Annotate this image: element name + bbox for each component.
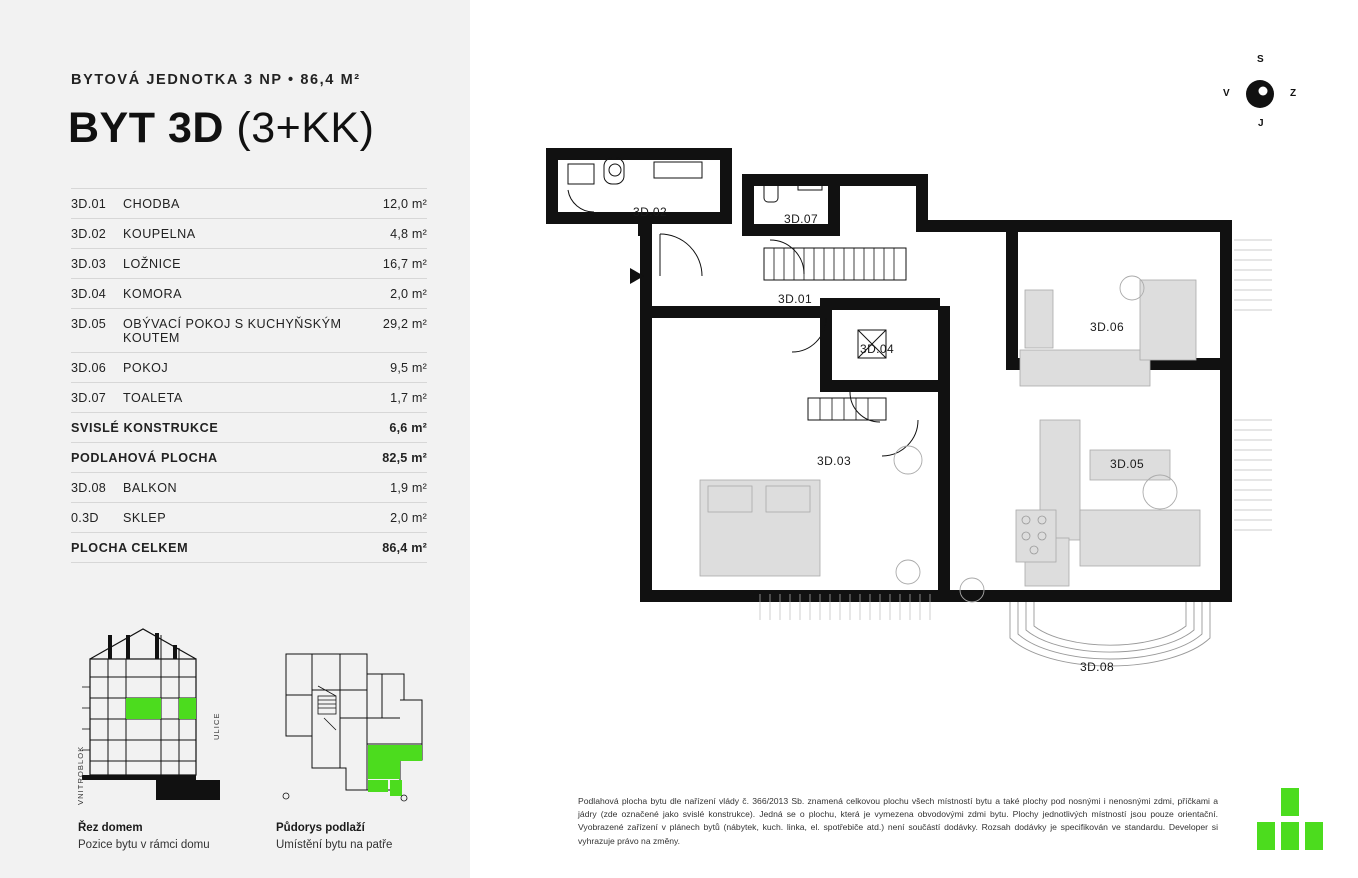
room-area: 29,2 m² — [382, 309, 427, 353]
room-code: 3D.06 — [71, 353, 123, 383]
room-area: 12,0 m² — [382, 189, 427, 219]
plan-room-code: 3D.05 — [1110, 457, 1145, 471]
page-title-main: BYT 3D — [68, 104, 237, 152]
room-label: TOALETA — [123, 383, 382, 413]
label-ulice: ULICE — [212, 712, 221, 740]
room-area: 82,5 m² — [382, 443, 427, 473]
table-row — [71, 353, 427, 383]
table-row — [71, 219, 427, 249]
table-row — [71, 189, 427, 219]
room-area: 2,0 m² — [382, 503, 427, 533]
plan-room-code: 3D.07 — [784, 212, 819, 226]
table-row — [71, 249, 427, 279]
plan-room-code: 3D.04 — [860, 342, 895, 356]
unit-eyebrow: BYTOVÁ JEDNOTKA 3 NP • 86,4 M² — [71, 72, 361, 88]
caption-floor-title: Půdorys podlaží — [276, 822, 365, 834]
table-row — [71, 533, 427, 563]
compass-rose — [1222, 54, 1298, 129]
room-label: LOŽNICE — [123, 249, 382, 279]
page-title — [68, 104, 374, 153]
table-row — [71, 473, 427, 503]
room-area: 1,9 m² — [382, 473, 427, 503]
compass-label-west: V — [1223, 88, 1230, 99]
room-code: 3D.08 — [71, 473, 123, 503]
compass-label-east: Z — [1290, 88, 1297, 99]
room-code: 3D.04 — [71, 279, 123, 309]
section-highlight-unit — [179, 698, 196, 719]
table-row — [71, 503, 427, 533]
apartment-floor-plan — [520, 120, 1300, 700]
room-label: BALKON — [123, 473, 382, 503]
table-row — [71, 279, 427, 309]
room-code: 0.3D — [71, 503, 123, 533]
room-code: 3D.02 — [71, 219, 123, 249]
room-label: KOUPELNA — [123, 219, 382, 249]
compass-label-south: J — [1258, 118, 1264, 129]
compass-label-north: S — [1257, 54, 1264, 65]
caption-section — [78, 820, 210, 854]
caption-section-title: Řez domem — [78, 822, 143, 834]
plan-room-code: 3D.02 — [633, 205, 668, 219]
room-label: KOMORA — [123, 279, 382, 309]
room-area: 1,7 m² — [382, 383, 427, 413]
plan-room-code: 3D.08 — [1080, 660, 1115, 674]
room-area: 2,0 m² — [382, 279, 427, 309]
room-label: OBÝVACÍ POKOJ S KUCHYŇSKÝM KOUTEM — [123, 309, 382, 353]
room-label: CHODBA — [123, 189, 382, 219]
caption-section-sub: Pozice bytu v rámci domu — [78, 839, 210, 851]
brand-logo — [1257, 788, 1323, 850]
table-row — [71, 309, 427, 353]
room-code: 3D.03 — [71, 249, 123, 279]
room-area: 86,4 m² — [382, 533, 427, 563]
label-vnitroblok: VNITROBLOK — [76, 745, 85, 805]
room-area: 4,8 m² — [382, 219, 427, 249]
room-label: SKLEP — [123, 503, 382, 533]
room-code: PLOCHA CELKEM — [71, 533, 382, 563]
room-area: 16,7 m² — [382, 249, 427, 279]
room-area-table — [71, 188, 427, 563]
plan-room-code: 3D.01 — [778, 292, 813, 306]
table-row — [71, 383, 427, 413]
room-code: 3D.07 — [71, 383, 123, 413]
room-area: 9,5 m² — [382, 353, 427, 383]
caption-floor-sub: Umístění bytu na patře — [276, 839, 393, 851]
table-row — [71, 443, 427, 473]
room-code: PODLAHOVÁ PLOCHA — [71, 443, 382, 473]
room-code: 3D.01 — [71, 189, 123, 219]
caption-floor — [276, 820, 392, 854]
legal-disclaimer: Podlahová plocha bytu dle nařízení vlády č. 366/2013 Sb. znamená celkovou plochu všech místností bytu a také plochy pod nosnými i nenosnými zdmi, příčkami a jádry (zde označené jako svislé konstrukce). Jedná se o plochu, která je vymezena obvodovými zdmi bytu. Plochy jednotlivých místností jsou pouze orientační. Vyobrazené zařízení v plánech bytů (nábytek, kuch. linka, el. spotřebiče atd.) není součástí dodávky. Rozsah dodávky je specifikován ve standardu. Developer si vyhrazuje právo na změny. — [578, 796, 1218, 846]
room-label: POKOJ — [123, 353, 382, 383]
room-code: 3D.05 — [71, 309, 123, 353]
room-area: 6,6 m² — [382, 413, 427, 443]
floor-plan-mini-diagram — [272, 640, 434, 805]
left-info-panel — [0, 0, 470, 878]
table-row — [71, 413, 427, 443]
plan-room-code: 3D.06 — [1090, 320, 1125, 334]
plan-room-code: 3D.03 — [817, 454, 852, 468]
room-code: SVISLÉ KONSTRUKCE — [71, 413, 382, 443]
page-title-layout: (3+KK) — [236, 104, 375, 152]
floor-highlight-unit — [368, 745, 422, 796]
